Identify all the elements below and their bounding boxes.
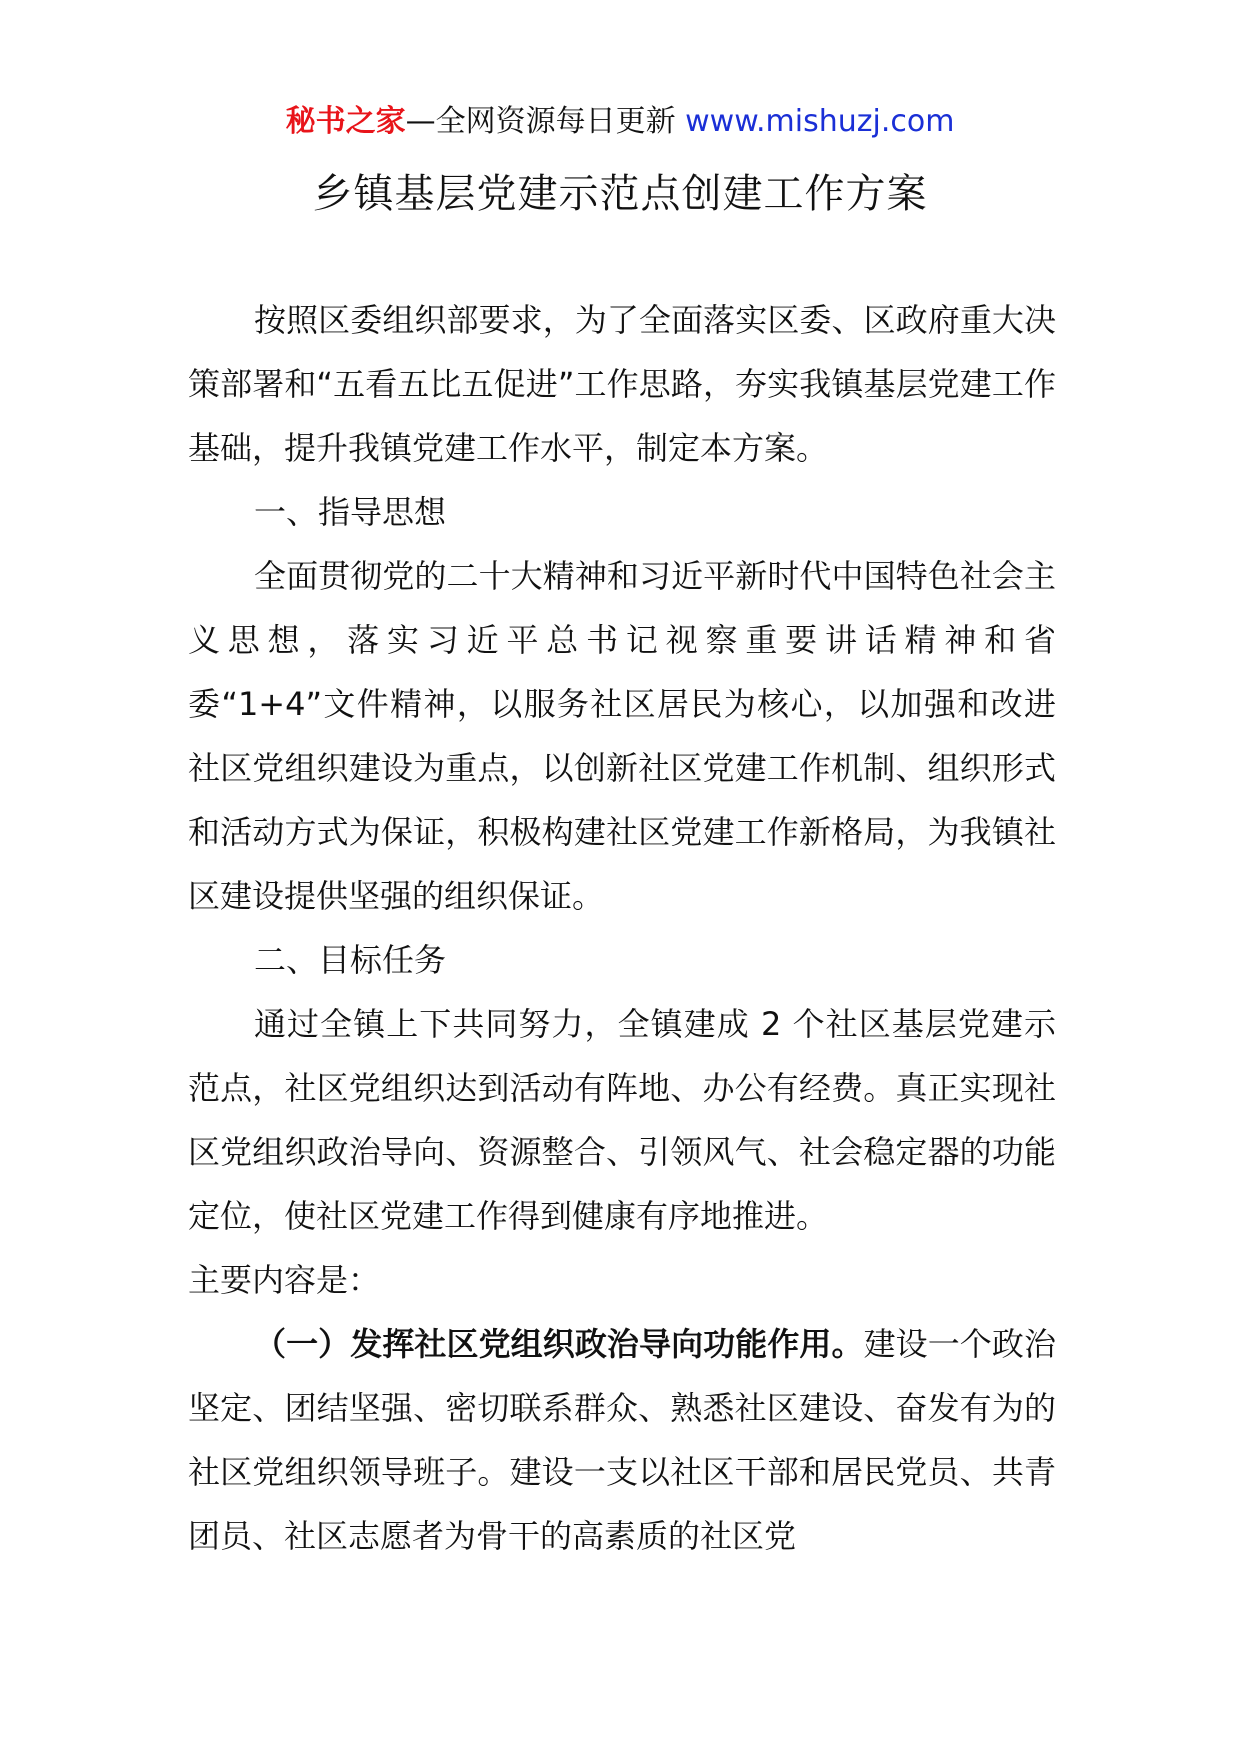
document-title: 乡镇基层党建示范点创建工作方案	[312, 171, 928, 217]
item-one-paragraph	[188, 1312, 1056, 1568]
header-tagline: —全网资源每日更新	[405, 104, 676, 139]
item-one-text: 建设一个政治坚定、团结坚强、密切联系群众、熟悉社区建设、奋发有为的社区党组织领导班子。建设一支以社区干部和居民党员、共青团员、社区志愿者为骨干的高素质的社区党	[188, 1325, 1056, 1555]
site-header	[0, 100, 1240, 144]
section-heading-guiding-thought: 一、指导思想	[254, 493, 447, 531]
main-content-label: 主要内容是：	[188, 1261, 381, 1299]
site-url-link[interactable]: www.mishuzj.com	[685, 104, 955, 139]
section-heading-goals: 二、目标任务	[254, 941, 447, 979]
item-one-title: （一）发挥社区党组织政治导向功能作用。	[254, 1325, 864, 1363]
goals-paragraph: 通过全镇上下共同努力，全镇建成 2 个社区基层党建示范点，社区党组织达到活动有阵地、办公有经费。真正实现社区党组织政治导向、资源整合、引领风气、社会稳定器的功能定位，使社区党建工作得到健康有序地推进。	[188, 1005, 1056, 1235]
brand-name: 秘书之家	[285, 104, 406, 139]
guiding-thought-paragraph: 全面贯彻党的二十大精神和习近平新时代中国特色社会主义思想，落实习近平总书记视察重要讲话精神和省委“1+4”文件精神，以服务社区居民为核心，以加强和改进社区党组织建设为重点，以创新社区党建工作机制、组织形式和活动方式为保证，积极构建社区党建工作新格局，为我镇社区建设提供坚强的组织保证。	[188, 557, 1056, 915]
intro-paragraph: 按照区委组织部要求，为了全面落实区委、区政府重大决策部署和“五看五比五促进”工作思路，夯实我镇基层党建工作基础，提升我镇党建工作水平，制定本方案。	[188, 301, 1056, 467]
document-body	[188, 288, 1056, 1568]
